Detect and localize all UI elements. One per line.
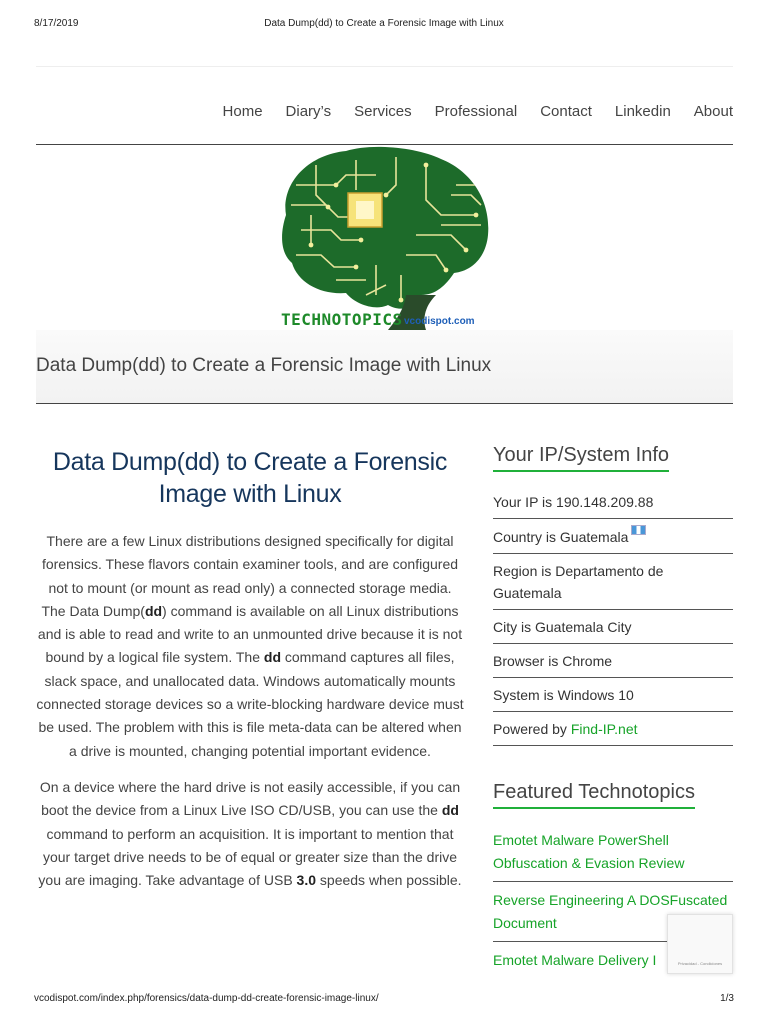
featured-link-3[interactable]: Emotet Malware Delivery I — [493, 952, 657, 968]
page-title-band — [36, 330, 733, 404]
city-row: City is Guatemala City — [493, 610, 733, 644]
main-nav — [200, 103, 733, 120]
powered-by-row — [493, 712, 733, 745]
p2-usb: 3.0 — [296, 872, 317, 889]
page-title: Data Dump(dd) to Create a Forensic Image with Linux — [36, 355, 492, 376]
ip-row: Your IP is 190.148.209.88 — [493, 485, 733, 519]
logo-wordmark: TECHNOTOPICS — [281, 310, 403, 329]
article-body — [36, 446, 464, 905]
p2-dd: dd — [441, 802, 459, 819]
recaptcha-badge[interactable]: Privacidad - Condiciones — [667, 914, 733, 974]
top-divider — [36, 66, 733, 67]
circuit-brain-icon[interactable] — [276, 145, 494, 330]
nav-item-linkedin[interactable]: Linkedin — [614, 103, 671, 120]
print-date: 8/17/2019 — [34, 18, 79, 29]
p1-dd-1: dd — [144, 602, 163, 619]
ip-info-title: Your IP/System Info — [493, 444, 669, 472]
p2-text-c: speeds when possible. — [316, 872, 462, 889]
p1-text-b: ) command is available on all Linux distributions and is able to read and write to an unmounted drive because it is not bound by a logical file system. The — [37, 602, 463, 666]
system-row: System is Windows 10 — [493, 678, 733, 712]
p2-text-b: command to perform an acquisition. It is important to mention that your target drive needs to be of equal or greater size than the drive you are imaging. Take advantage of USB — [38, 825, 458, 889]
country-text: Country is Guatemala — [493, 529, 629, 545]
logo-domain: vcodispot.com — [404, 316, 475, 327]
article-paragraph-2 — [36, 776, 464, 892]
p1-text-a: There are a few Linux distributions designed specifically for digital forensics. These flavors contain examiner tools, and are configured not to mount (or mount as read only) a connected storage media. The Data Dump( — [41, 533, 459, 619]
nav-item-about[interactable]: About — [693, 103, 733, 120]
nav-item-diarys[interactable]: Diary’s — [285, 103, 332, 120]
print-url: vcodispot.com/index.php/forensics/data-dump-dd-create-forensic-image-linux/ — [34, 993, 379, 1004]
guatemala-flag-icon — [631, 525, 646, 535]
print-page-number: 1/3 — [720, 993, 734, 1004]
ip-widget-bottom-rule — [493, 745, 733, 746]
print-header — [0, 18, 768, 32]
nav-item-home[interactable]: Home — [222, 103, 263, 120]
powered-by-label: Powered by — [493, 721, 571, 737]
featured-title: Featured Technotopics — [493, 781, 695, 809]
nav-item-professional[interactable]: Professional — [434, 103, 518, 120]
find-ip-link[interactable]: Find-IP.net — [570, 721, 638, 737]
p1-text-c: command captures all files, slack space, and unallocated data. Windows automatically mounts connected storage devices so a write-blocking hardware device must be used. The problem with this is file meta-data can be altered when a drive is mounted, changing potential important evidence. — [36, 649, 464, 759]
print-title: Data Dump(dd) to Create a Forensic Image with Linux — [264, 18, 504, 29]
nav-item-services[interactable]: Services — [354, 103, 412, 120]
region-row: Region is Departamento de Guatemala — [493, 554, 733, 610]
sidebar — [493, 444, 733, 978]
country-row — [493, 519, 733, 554]
p2-text-a: On a device where the hard drive is not easily accessible, if you can boot the device from a Linux Live ISO CD/USB, you can use the — [39, 778, 461, 819]
nav-item-contact[interactable]: Contact — [540, 103, 592, 120]
featured-link-1[interactable]: Emotet Malware PowerShell Obfuscation & Evasion Review — [493, 822, 733, 882]
browser-row: Browser is Chrome — [493, 644, 733, 678]
article-heading: Data Dump(dd) to Create a Forensic Image with Linux — [52, 448, 448, 508]
featured-link-2[interactable]: Reverse Engineering A DOSFuscated Document — [493, 882, 733, 942]
article-paragraph-1 — [36, 530, 464, 763]
p1-dd-2: dd — [263, 649, 281, 666]
